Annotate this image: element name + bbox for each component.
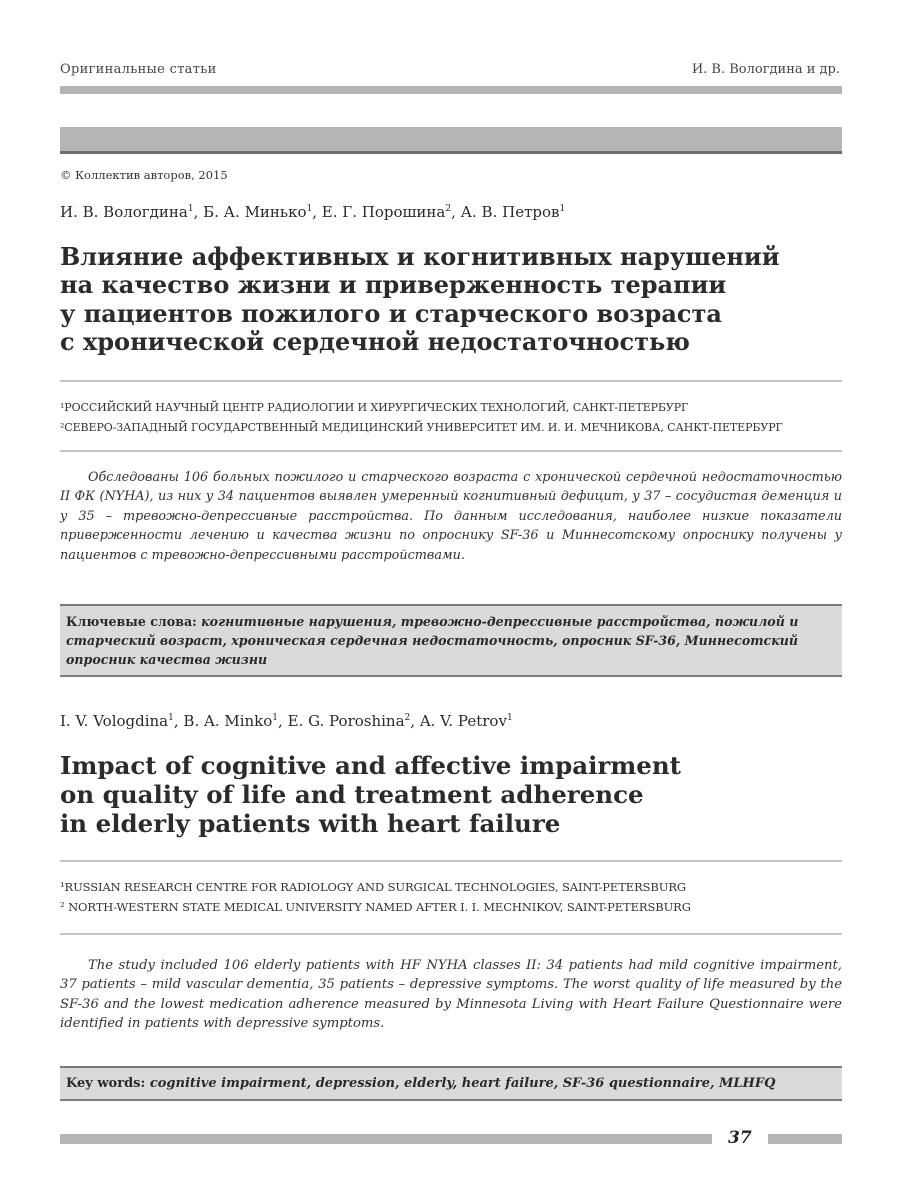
en-author-affil: 1 [272, 713, 279, 723]
running-header-authors: И. В. Вологдина и др. [691, 62, 840, 77]
header-band-underline [60, 151, 842, 154]
en-author-affil: 2 [404, 713, 411, 723]
ru-abstract [60, 468, 842, 565]
en-author: A. V. Petrov [419, 712, 507, 730]
header-band [60, 127, 842, 153]
ru-keywords-label: Ключевые слова: [66, 614, 197, 629]
en-keywords-list: cognitive impairment, depression, elderly, heart failure, SF-36 questionnaire, MLHFQ [145, 1076, 776, 1091]
ru-affiliation: ¹РОССИЙСКИЙ НАУЧНЫЙ ЦЕНТР РАДИОЛОГИИ И ХИРУРГИЧЕСКИХ ТЕХНОЛОГИЙ, САНКТ-ПЕТЕРБУРГ [60, 401, 689, 414]
ru-affil-divider [60, 450, 842, 452]
en-abstract [60, 956, 842, 1034]
ru-affiliation: ²СЕВЕРО-ЗАПАДНЫЙ ГОСУДАРСТВЕННЫЙ МЕДИЦИНСКИЙ УНИВЕРСИТЕТ ИМ. И. И. МЕЧНИКОВА, САНКТ-ПЕТЕРБУРГ [60, 421, 783, 434]
en-abstract-text: The study included 106 elderly patients with HF NYHA classes II: 34 patients had mild cognitive impairment, 37 patients – mild vascular dementia, 35 patients – depressive symptoms. The worst quality of life measured by the SF-36 and the lowest medication adherence measured by Minnesota Living with Heart Failure Questionnaire were identified in patients with depressive symptoms. [60, 958, 842, 1032]
ru-keywords-box [60, 604, 842, 677]
en-author: E. G. Poroshina [287, 712, 405, 730]
en-affiliation: ¹RUSSIAN RESEARCH CENTRE FOR RADIOLOGY AND SURGICAL TECHNOLOGIES, SAINT-PETERSBURG [60, 880, 686, 894]
en-keywords-label: Key words: [66, 1076, 146, 1091]
ru-author: Е. Г. Порошина [321, 203, 446, 221]
ru-keywords [60, 606, 842, 675]
en-title-line: Impact of cognitive and affective impairment [60, 751, 681, 780]
en-author: I. V. Vologdina [60, 712, 169, 730]
en-author-affil: 1 [506, 713, 513, 723]
ru-title-line: у пациентов пожилого и старческого возраста [60, 298, 722, 328]
footer-bar-right [768, 1134, 842, 1144]
copyright-notice: © Коллектив авторов, 2015 [60, 168, 228, 182]
en-author-list: I. V. Vologdina$^1$, B. A. Minko$^1$, E. G. Poroshina$^2$, A. V. Petrov$^1$ [60, 712, 513, 730]
ru-article-title [60, 243, 860, 356]
ru-author: А. В. Петров [460, 203, 560, 221]
en-affiliation: ² NORTH-WESTERN STATE MEDICAL UNIVERSITY NAMED AFTER I. I. MECHNIKOV, SAINT-PETERSBURG [60, 900, 691, 914]
en-title-line: on quality of life and treatment adherence [60, 779, 644, 809]
ru-author: И. В. Вологдина [60, 203, 188, 221]
en-affiliations [60, 877, 850, 917]
ru-title-line: Влияние аффективных и когнитивных нарушений [60, 242, 780, 271]
en-article-title [60, 752, 860, 839]
ru-author-affil: 1 [306, 204, 313, 214]
en-affil-divider [60, 933, 842, 935]
en-keywords [60, 1068, 842, 1099]
ru-author: Б. А. Минько [203, 203, 307, 221]
en-keywords-box [60, 1066, 842, 1101]
ru-keywords-list: когнитивные нарушения, тревожно-депрессивные расстройства, пожилой и старческий возраст, хроническая сердечная недостаточность, опросник SF-36, Миннесотский опросник качества жизни [66, 614, 799, 667]
running-header-section: Оригинальные статьи [60, 62, 217, 77]
ru-title-line: с хронической сердечной недостаточностью [60, 326, 690, 356]
ru-author-list: И. В. Вологдина$^1$, Б. А. Минько$^1$, Е. Г. Порошина$^2$, А. В. Петров$^1$ [60, 203, 566, 221]
en-title-divider [60, 860, 842, 862]
ru-author-affil: 1 [559, 204, 566, 214]
ru-abstract-text: Обследованы 106 больных пожилого и старческого возраста с хронической сердечной недостаточностью II ФК (NYHA), из них у 34 пациентов выявлен умеренный когнитивный дефицит, у 37 – сосудистая деменция и у 35 – тревожно-депрессивные расстройства. По данным исследования, наиболее низкие показатели приверженности лечению и качества жизни по опроснику SF-36 и Миннесотскому опроснику получены у пациентов с тревожно-депрессивными расстройствами. [60, 470, 842, 563]
page-number: 37 [728, 1128, 752, 1148]
ru-title-line: на качество жизни и приверженность терапии [60, 270, 727, 300]
en-title-line: in elderly patients with heart failure [60, 808, 561, 838]
en-author-affil: 1 [168, 713, 174, 723]
ru-author-affil: 1 [187, 204, 194, 214]
header-rule [60, 86, 842, 94]
footer-bar-left [60, 1134, 712, 1144]
ru-title-divider [60, 380, 842, 382]
ru-affiliations [60, 398, 850, 438]
en-author: B. A. Minko [183, 712, 273, 730]
ru-author-affil: 2 [445, 204, 452, 214]
